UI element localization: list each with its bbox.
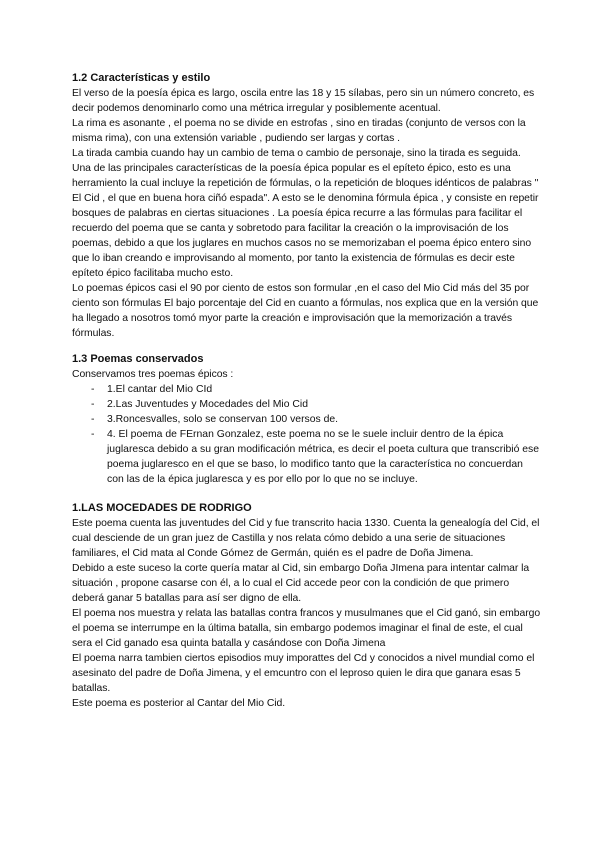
list-item: - 1.El cantar del Mio CId <box>72 382 542 397</box>
list-item: - 3.Roncesvalles, solo se conservan 100 versos de. <box>72 412 542 427</box>
spacer <box>72 487 542 501</box>
list-item: - 2.Las Juventudes y Mocedades del Mio Cid <box>72 397 542 412</box>
section-1-2-paragraph: Lo poemas épicos casi el 90 por ciento de estos son formular ,en el caso del Mio Cid más del 35 por ciento son fórmulas El bajo porcentaje del Cid en cuanto a fórmulas, nos explica que en la versión que ha llegado a nosotros tomó myor parte la creación e improvisación que la memorización a través fórmulas. <box>72 283 539 339</box>
section-1-3-title: 1.3 Poemas conservados <box>72 353 204 365</box>
section-1-2-paragraph: El verso de la poesía épica es largo, oscila entre las 18 y 15 sílabas, pero sin un número concreto, es decir podemos denominarlo como una métrica irregular y posiblemente acentual. <box>72 88 535 114</box>
section-mocedades-paragraph: El poema narra tambien ciertos episodios muy imporattes del Cd y conocidos a nivel mundial como el asesinato del padre de Doña Jimena, y el emcuntro con el leproso quien le dira que ganara esas 5 batallas. <box>72 653 535 694</box>
section-mocedades-paragraph: El poema nos muestra y relata las batallas contra francos y musulmanes que el Cid ganó, sin embargo el poema se interrumpe en la última batalla, sin embargo podemos imaginar el final de este, el cual sera el Cid ganado esa quinta batalla y casándose con Doña Jimena <box>72 608 541 649</box>
section-1-2-paragraph: Una de las principales características de la poesía épica popular es el epíteto épico, esto es una herramiento la cual incluye la repetición de fórmulas, o la repetición de bloques idénticos de palabras " El Cid , el que en buena hora ciñó espada". A esto se le denomina fórmula épica , y consiste en repetir bosques de palabras en ciertas situaciones . La poesía épica recurre a las fórmulas para facilitar el recuerdo del poema que se canta y sobretodo para facilitar la creación o la improvisación de los poemas, debido a que los juglares en muchos casos no se memorizaban el poema épico entero sino que lo iban creando e improvisando al momento, por tanto la existencia de fórmulas es decir este epíteto épico facilitaba mucho esto. <box>72 163 539 279</box>
section-mocedades-paragraph: Este poema cuenta las juventudes del Cid y fue transcrito hacia 1330. Cuenta la genealogía del Cid, el cual desciende de un gran juez de Castilla y nos relata cómo debido a una serie de situaciones familiares, el Cid mata al Conde Gómez de Germán, quién es el padre de Doña Jimena. <box>72 518 540 559</box>
section-mocedades-paragraph: Debido a este suceso la corte quería matar al Cid, sin embargo Doña JImena para intentar calmar la situación , propone casarse con él, a lo cual el Cid accede peor con la condición de que primero deberá ganar 5 batallas para así ser digno de ella. <box>72 563 530 604</box>
section-1-2-title: 1.2 Características y estilo <box>72 72 211 84</box>
section-1-3-intro: Conservamos tres poemas épicos : <box>72 369 234 380</box>
section-mocedades-paragraph: Este poema es posterior al Cantar del Mio Cid. <box>72 698 286 709</box>
section-1-2-paragraph: La rima es asonante , el poema no se divide en estrofas , sino en tiradas (conjunto de versos con la misma rima), con una extensión variable , pudiendo ser largas y cortas . <box>72 118 526 144</box>
spacer <box>72 341 542 352</box>
section-1-2-paragraph: La tirada cambia cuando hay un cambio de tema o cambio de personaje, sino la tirada es seguida. <box>72 148 521 159</box>
poems-list <box>72 382 542 487</box>
list-item: - 4. El poema de FErnan Gonzalez, este poema no se le suele incluir dentro de la épica juglaresca debido a su gran modificación métrica, es decir el poeta cultura que transcribió ese poema juglaresco en el que se baso, lo modifico tanto que la característica no concuerdan con las de la épica juglaresca y es por ello por lo que no se incluye. <box>72 427 542 487</box>
section-mocedades-title: 1.LAS MOCEDADES DE RODRIGO <box>72 502 252 514</box>
